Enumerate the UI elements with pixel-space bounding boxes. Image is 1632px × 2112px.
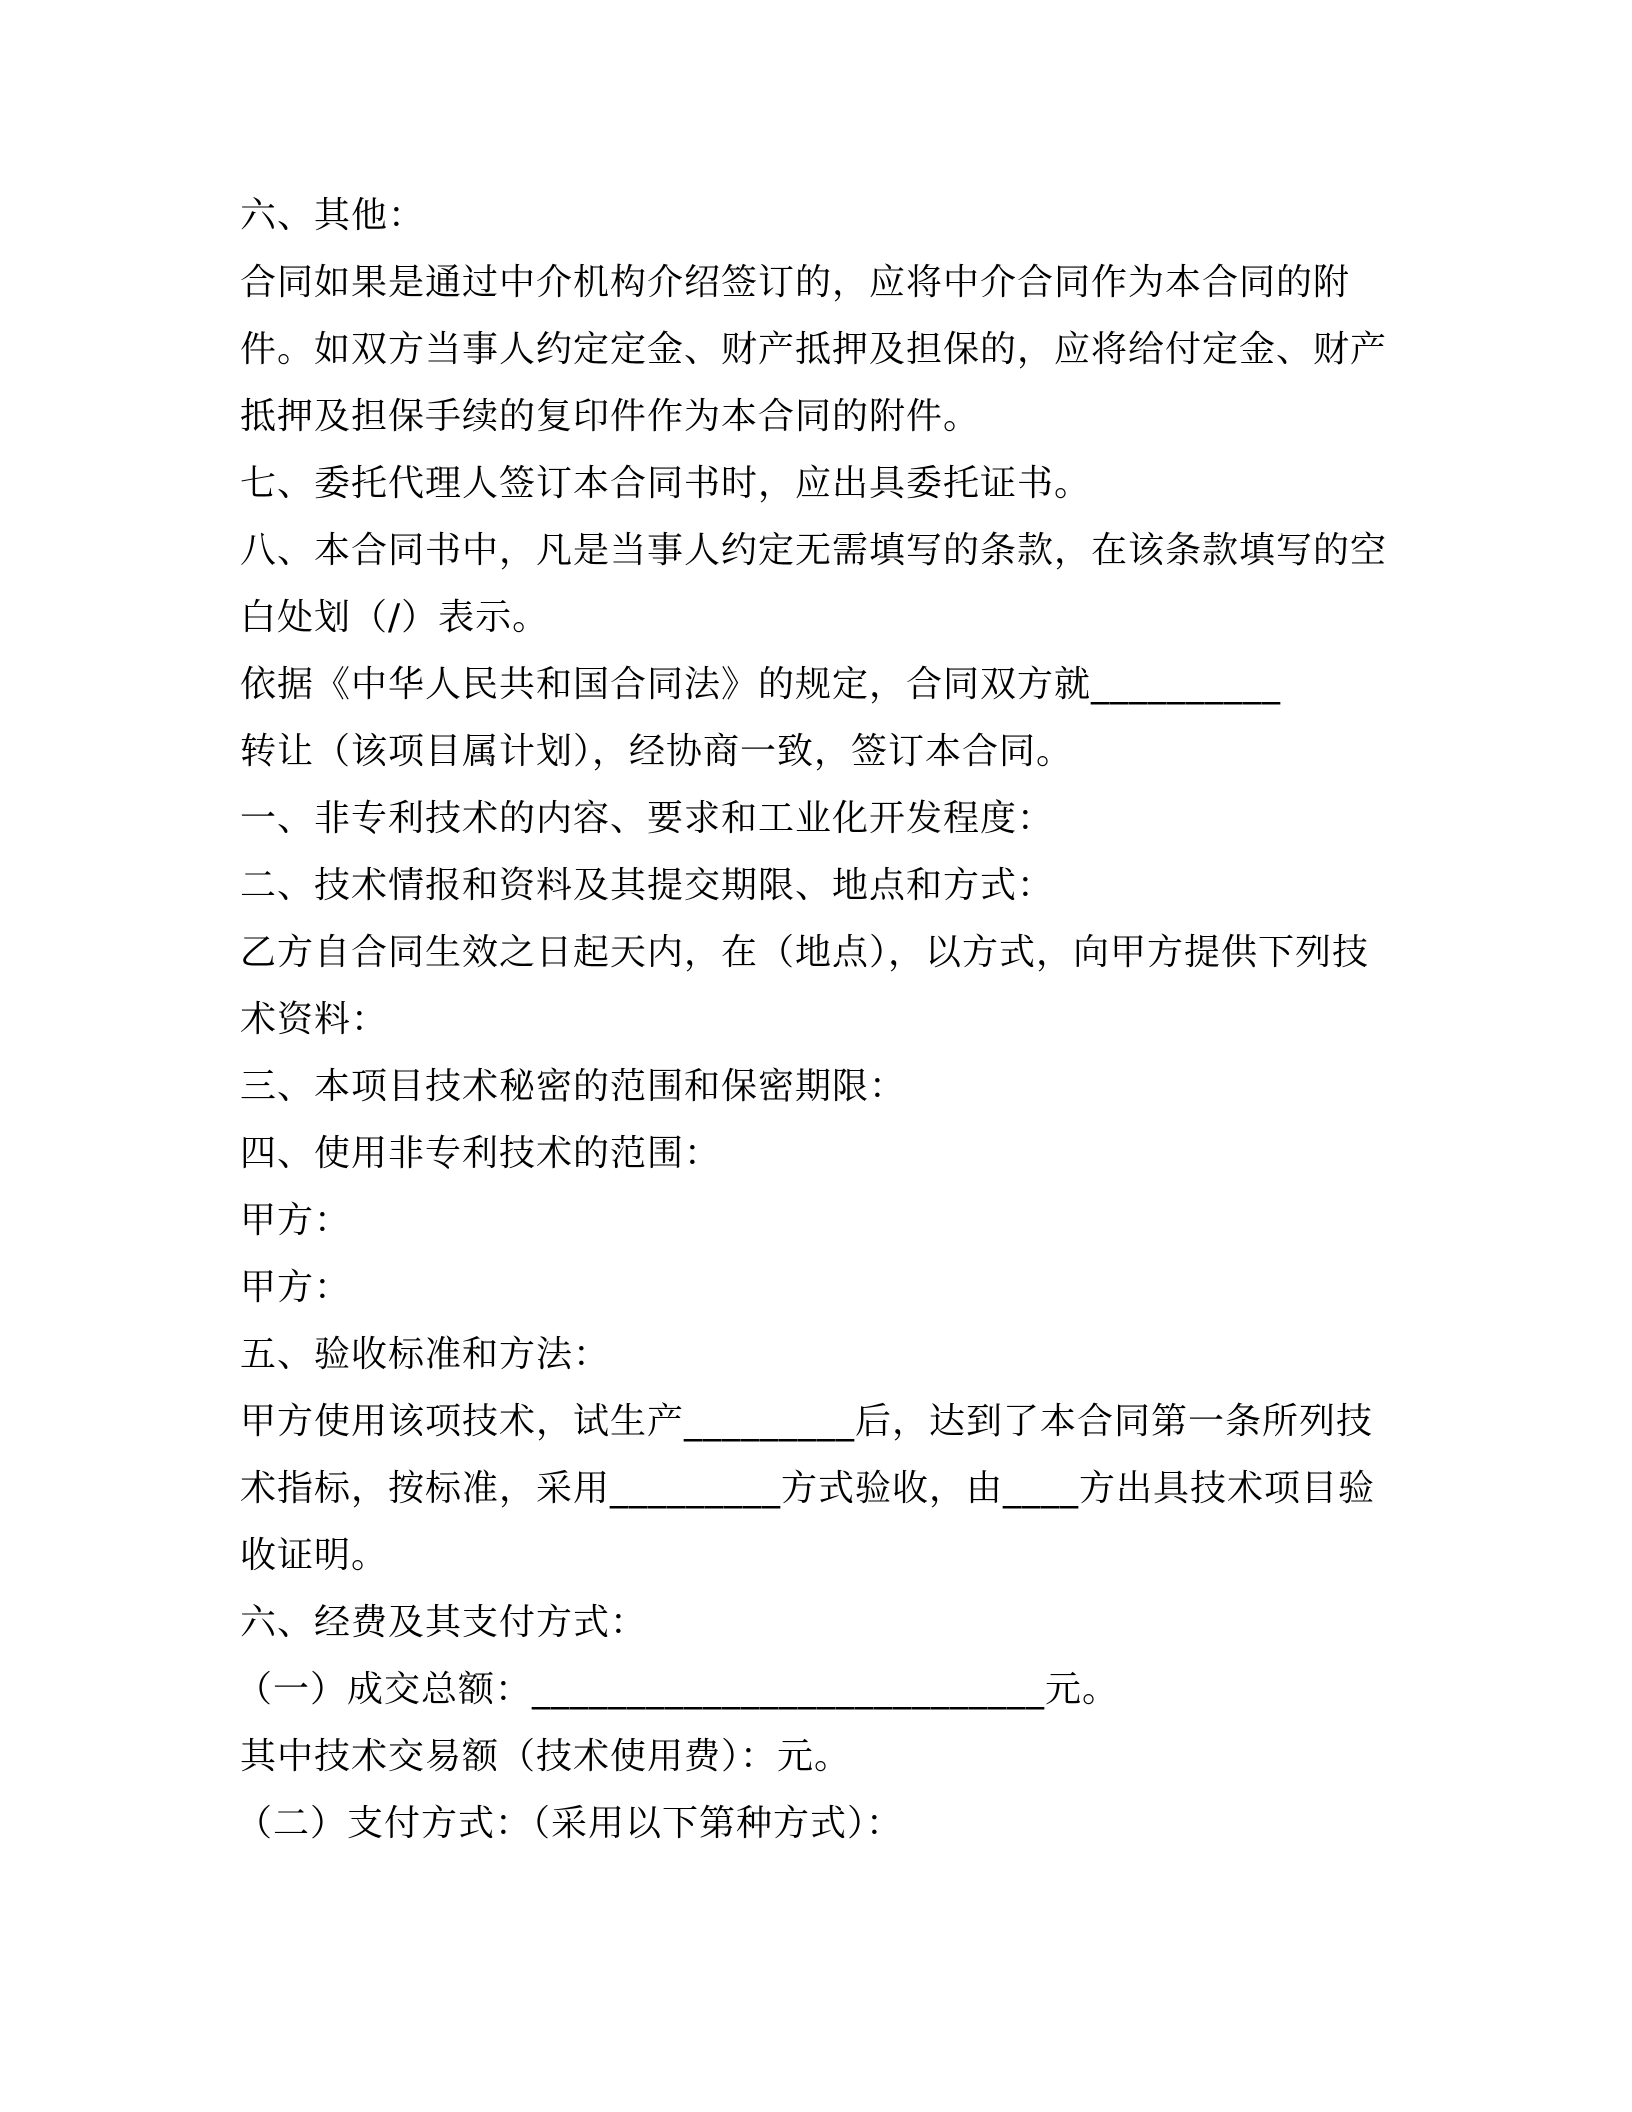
article-1-heading: 一、非专利技术的内容、要求和工业化开发程度： bbox=[240, 798, 1055, 839]
transfer-agreement-paragraph: 转让（该项目属计划），经协商一致，签订本合同。 bbox=[240, 731, 1074, 772]
section-8-blank-paragraph: 八、本合同书中，凡是当事人约定无需填写的条款，在该条款填写的空白处划（/）表示。 bbox=[240, 530, 1388, 638]
technical-materials-paragraph: 乙方自合同生效之日起天内，在（地点），以方式，向甲方提供下列技术资料： bbox=[240, 932, 1370, 1040]
intermediary-contract-paragraph: 合同如果是通过中介机构介绍签订的，应将中介合同作为本合同的附件。如双方当事人约定定金、财产抵押及担保的，应将给付定金、财产抵押及担保手续的复印件作为本合同的附件。 bbox=[240, 262, 1388, 437]
party-a-line-1: 甲方： bbox=[240, 1200, 352, 1241]
total-amount-line: （一）成交总额：___________________________元。 bbox=[236, 1669, 1120, 1710]
article-4-heading: 四、使用非专利技术的范围： bbox=[240, 1133, 722, 1174]
article-2-heading: 二、技术情报和资料及其提交期限、地点和方式： bbox=[240, 865, 1055, 906]
acceptance-paragraph: 甲方使用该项技术，试生产_________后，达到了本合同第一条所列技术指标，按标准，采用_________方式验收，由____方出具技术项目验收证明。 bbox=[240, 1401, 1376, 1576]
document-body bbox=[236, 182, 1400, 1857]
article-3-heading: 三、本项目技术秘密的范围和保密期限： bbox=[240, 1066, 907, 1107]
article-6-heading: 六、经费及其支付方式： bbox=[240, 1602, 648, 1643]
basis-law-paragraph: 依据《中华人民共和国合同法》的规定，合同双方就__________ bbox=[240, 664, 1282, 705]
party-a-line-2: 甲方： bbox=[240, 1267, 352, 1308]
article-5-heading: 五、验收标准和方法： bbox=[240, 1334, 611, 1375]
payment-method-line: （二）支付方式：（采用以下第种方式）： bbox=[236, 1803, 904, 1844]
section-6-other-heading: 六、其他： bbox=[240, 195, 426, 236]
section-7-agent-paragraph: 七、委托代理人签订本合同书时，应出具委托证书。 bbox=[240, 463, 1092, 504]
technology-fee-line: 其中技术交易额（技术使用费）：元。 bbox=[240, 1736, 852, 1777]
